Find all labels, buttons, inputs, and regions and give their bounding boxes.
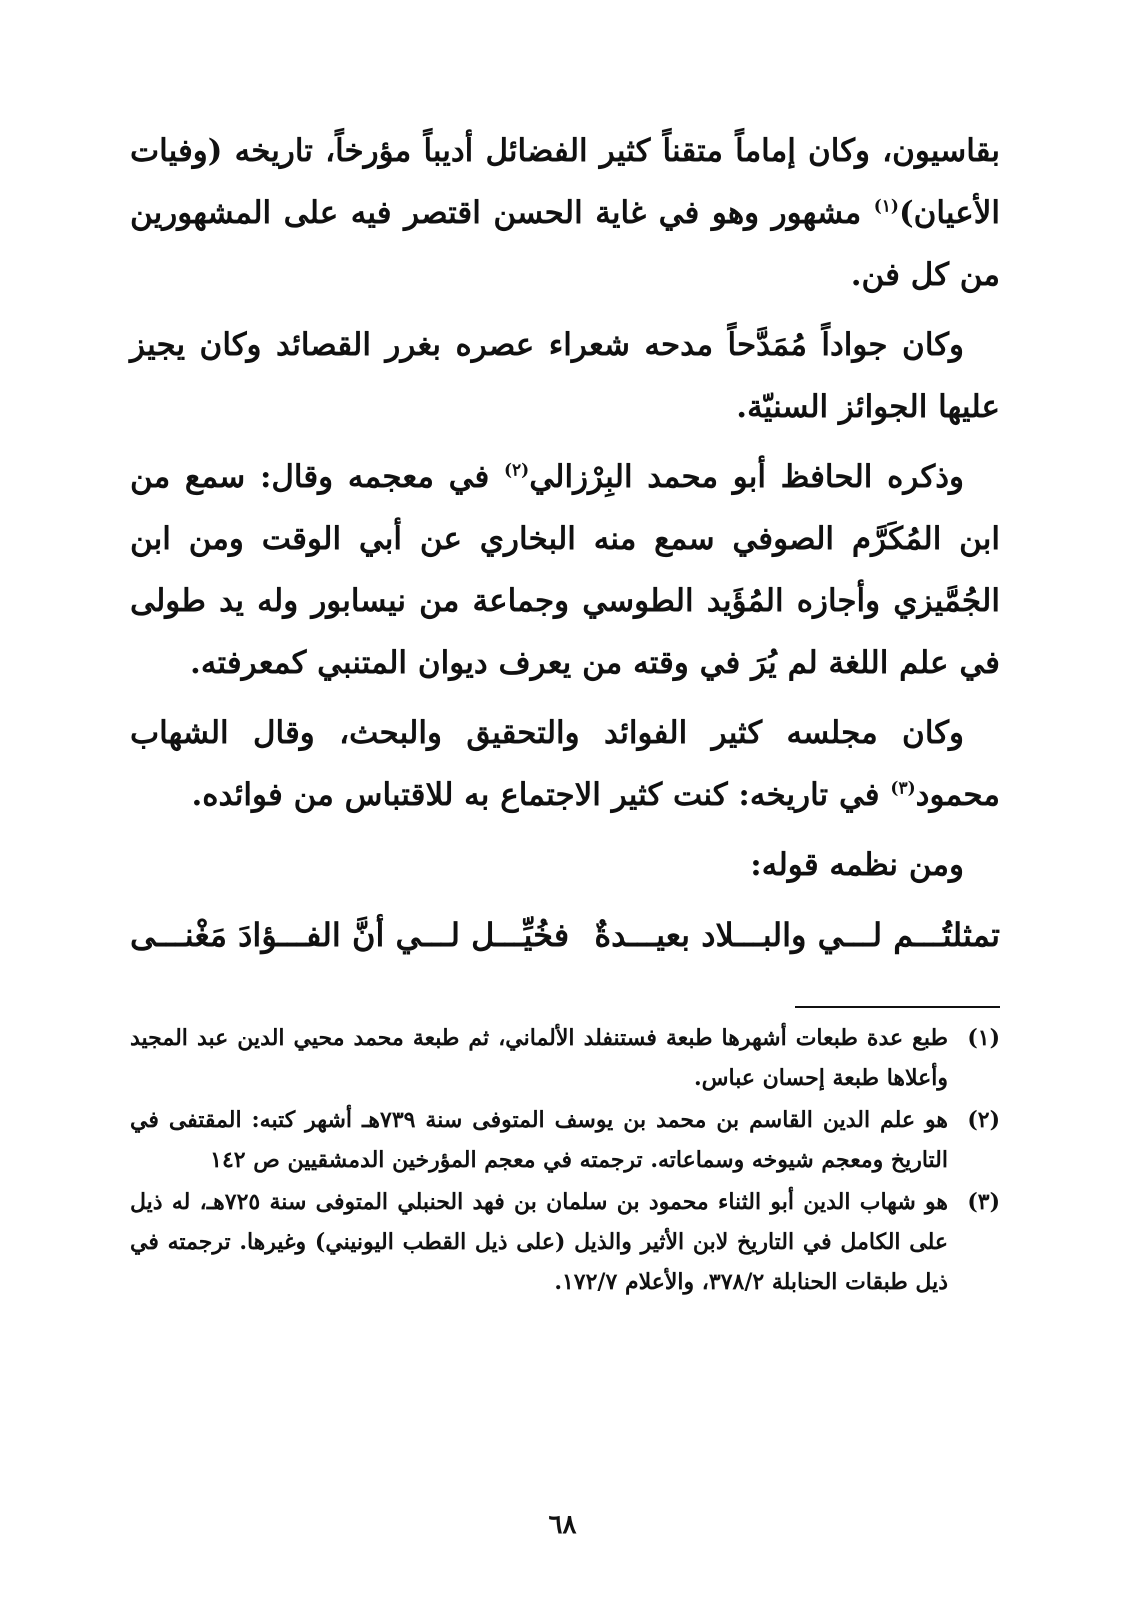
footnote-text: هو علم الدين القاسم بن محمد بن يوسف المتوفى سنة ٧٣٩هـ أشهر كتبه: المقتفى في التاريخ ومعجم شيوخه وسماعاته. ترجمته في معجم المؤرخين الدمشقيين ص ١٤٢ [130,1107,949,1173]
footnote-separator [795,1006,1000,1008]
footnote-number: (٢) [967,1107,1000,1133]
paragraph-4-text: وكان مجلسه كثير الفوائد والتحقيق والبحث، وقال الشهاب محمود [130,715,1000,813]
footnote-text: هو شهاب الدين أبو الثناء محمود بن سلمان بن فهد الحنبلي المتوفى سنة ٧٢٥هـ، له ذيل على الكامل في التاريخ لابن الأثير والذيل (على ذيل القطب اليونيني) وغيرها. ترجمته في ذيل طبقات الحنابلة ٣٧٨/٢، والأعلام ١٧٢/٧. [130,1189,949,1295]
paragraph-2: وكان جواداً مُمَدَّحاً مدحه شعراء عصره بغرر القصائد وكان يجيز عليها الجوائز السنيّة. [130,327,1000,425]
verse-second-hemistich: فخُيِّـــل لـــي أنَّ الفـــؤادَ مَغْنـــى [130,916,570,954]
paragraph-3 [130,446,1000,694]
footnotes [130,1018,1000,1304]
paragraph-3-text: وذكره الحافظ أبو محمد البِرْزالي [529,459,964,495]
footnote-number: (٣) [967,1189,1000,1215]
footnote-ref-3[interactable]: (٣) [890,778,916,799]
paragraph-4 [130,702,1000,826]
page-number: ٦٨ [548,1510,577,1540]
paragraph-5: ومن نظمه قوله: [750,847,964,883]
main-text [130,120,1000,966]
footnote-ref-1[interactable]: (١) [873,196,899,217]
footnote-number: (١) [967,1025,1000,1051]
footnote-text: طبع عدة طبعات أشهرها طبعة فستنفلد الألماني، ثم طبعة محمد محيي الدين عبد المجيد وأعلاها طبعة إحسان عباس. [130,1025,948,1091]
poem-verse [130,904,1000,966]
footnote-2 [130,1100,1000,1180]
paragraph-1-continuation: مشهور وهو في غاية الحسن اقتصر فيه على المشهورين من كل فن. [130,195,1000,293]
verse-first-hemistich: تمثلتُـــم لـــي والبـــلاد بعيـــدةٌ [594,916,1000,954]
paragraph-4-continuation: في تاريخه: كنت كثير الاجتماع به للاقتباس من فوائده. [191,777,891,813]
paragraph-1-text: بقاسيون، وكان إماماً متقناً كثير الفضائل أديباً مؤرخاً، تاريخه (وفيات الأعيان) [130,133,1000,231]
paragraph-3-continuation: في معجمه وقال: سمع من ابن المُكَرَّم الصوفي سمع منه البخاري عن أبي الوقت ومن ابن الجُمَّيزي وأجازه المُؤَيد الطوسي وجماعة من نيسابور وله يد طولى في علم اللغة لم يُرَ في وقته من يعرف ديوان المتنبي كمعرفته. [130,459,1000,681]
footnote-3 [130,1182,1000,1302]
paragraph-1 [130,120,1000,306]
footnote-1 [130,1018,1000,1098]
footnote-ref-2[interactable]: (٢) [503,460,530,481]
